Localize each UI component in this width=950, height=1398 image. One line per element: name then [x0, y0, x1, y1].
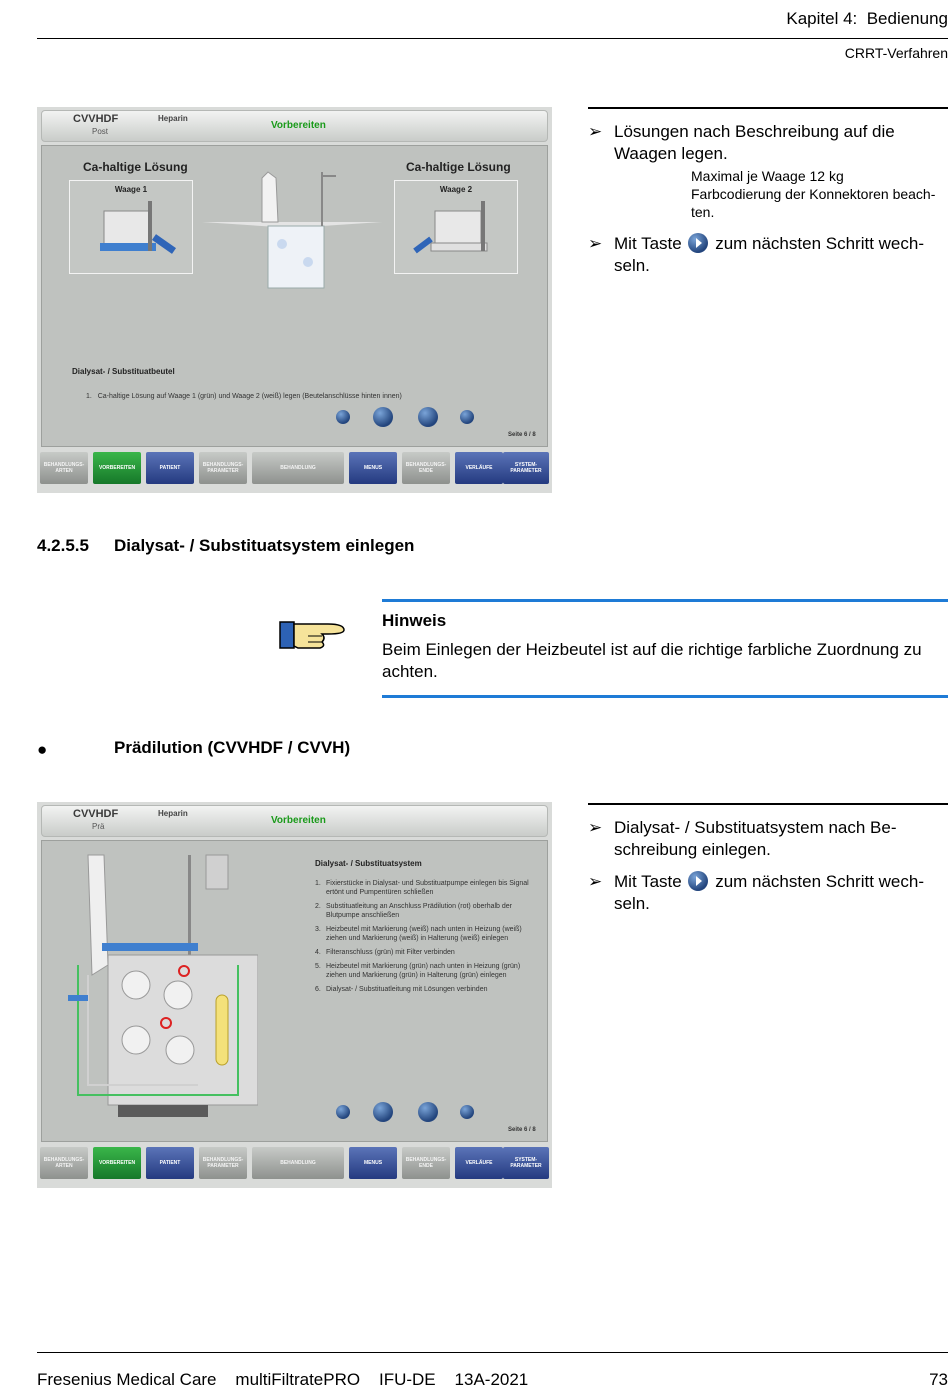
section-number: 4.2.5.5: [37, 536, 89, 555]
hint-body: Beim Einlegen der Heizbeutel ist auf die richtige farbliche Zuordnung zu achten.: [382, 640, 922, 681]
nav-system-params[interactable]: SYSTEM-PARAMETER: [503, 1147, 549, 1179]
therapy-mode: CVVHDF: [73, 808, 119, 820]
device-screenshot-2: [37, 802, 552, 1188]
machine-tubing-diagram: [48, 845, 258, 1135]
instruction-step: ➢ Mit Taste zum nächsten Schritt wech-seln.: [588, 234, 924, 275]
nav-treatment-modes[interactable]: BEHANDLUNGS-ARTEN: [40, 452, 88, 484]
hint-bottom-rule: [382, 695, 948, 698]
nav-treatment-params[interactable]: BEHANDLUNGS-PARAMETER: [199, 1147, 247, 1179]
nav-treatment-end[interactable]: BEHANDLUNGS-ENDE: [402, 1147, 450, 1179]
bullet-icon: ●: [37, 740, 48, 759]
scale-1-label: Waage 1: [114, 185, 148, 194]
page-number: 73: [929, 1370, 948, 1389]
nav-history[interactable]: VERLÄUFE: [455, 1147, 503, 1179]
list-item: 4. Filteranschluss (grün) mit Filter verbinden: [315, 949, 455, 956]
screen-status: Vorbereiten: [271, 120, 326, 131]
chapter-title: Kapitel 4: Bedienung: [786, 9, 948, 28]
next-button-icon: [688, 871, 708, 891]
section-title: Dialysat- / Substituatsystem einlegen: [114, 536, 415, 555]
hint-top-rule: [382, 599, 948, 602]
list-item: 2. Substituatleitung an Anschluss Prädilution (rot) oberhalb der Blutpumpe anschließen: [315, 903, 512, 919]
list-item: 5. Heizbeutel mit Markierung (grün) nach unten in Heizung (grün) ziehen und Markierung (grün) in Halterung (grün) einlegen: [315, 963, 521, 979]
nav-treatment-params[interactable]: BEHANDLUNGS-PARAMETER: [199, 452, 247, 484]
last-step-button[interactable]: [460, 410, 474, 424]
footer-rule: [37, 1352, 948, 1353]
nav-menus[interactable]: MENUS: [349, 452, 397, 484]
bullet-heading: Prädilution (CVVHDF / CVVH): [114, 738, 351, 757]
nav-treatment-end[interactable]: BEHANDLUNGS-ENDE: [402, 452, 450, 484]
therapy-mode: CVVHDF: [73, 113, 119, 125]
nav-treatment[interactable]: BEHANDLUNG: [252, 1147, 344, 1179]
instruction-step: ➢ Lösungen nach Beschreibung auf die Waagen legen.: [588, 122, 895, 163]
system-section-title: Dialysat- / Substituatsystem: [315, 859, 422, 868]
arrow-icon: ➢: [588, 872, 603, 891]
next-button-icon: [688, 233, 708, 253]
nav-patient[interactable]: PATIENT: [146, 1147, 194, 1179]
nav-treatment[interactable]: BEHANDLUNG: [252, 452, 344, 484]
device-content-panel: [41, 145, 548, 447]
device-nav-bar: [40, 1143, 549, 1181]
device-status-bar: [41, 805, 548, 837]
hint-box: [382, 599, 948, 698]
device-screenshot-1: [37, 107, 552, 493]
next-step-button[interactable]: [418, 407, 438, 427]
list-item: 3. Heizbeutel mit Markierung (weiß) nach unten in Heizung (weiß) ziehen und Markierung (weiß) in Halterung (weiß) einlegen: [315, 926, 522, 942]
scale-2-label: Waage 2: [439, 185, 473, 194]
scale-2-box: [394, 180, 518, 274]
scale-1-box: [69, 180, 193, 274]
instruction-note: Maximal je Waage 12 kg Farbcodierung der Konnektoren beach-ten.: [691, 168, 936, 220]
nav-prepare[interactable]: VORBEREITEN: [93, 1147, 141, 1179]
nav-patient[interactable]: PATIENT: [146, 452, 194, 484]
last-step-button[interactable]: [460, 1105, 474, 1119]
screen-status: Vorbereiten: [271, 815, 326, 826]
pointing-hand-icon: [278, 612, 348, 656]
instructions-block-2: [588, 803, 948, 925]
device-content-panel: [41, 840, 548, 1142]
chapter-subtitle: CRRT-Verfahren: [844, 45, 948, 61]
device-status-bar: [41, 110, 548, 142]
left-solution-label: Ca-haltige Lösung: [83, 160, 188, 174]
previous-step-button[interactable]: [373, 407, 393, 427]
right-solution-label: Ca-haltige Lösung: [406, 160, 511, 174]
arrow-icon: ➢: [588, 234, 603, 253]
dilution-phase: Post: [92, 127, 109, 136]
anticoagulation-label: Heparin: [158, 809, 188, 818]
scale-2-icon: [395, 181, 517, 273]
scale-1-icon: [70, 181, 192, 273]
previous-step-button[interactable]: [373, 1102, 393, 1122]
instruction-step: ➢ Dialysat- / Substituatsystem nach Be-schreibung einlegen.: [588, 818, 897, 859]
instructions-block-1: [588, 107, 948, 287]
instructions-rule: [588, 107, 948, 109]
hint-heading: Hinweis: [382, 611, 447, 630]
device-machine-icon: [202, 170, 382, 300]
list-item: 1. Fixierstücke in Dialysat- und Substituatpumpe einlegen bis Signal ertönt und Pumpentüren schließen: [315, 880, 529, 896]
arrow-icon: ➢: [588, 818, 603, 837]
dilution-phase: Prä: [92, 822, 105, 831]
footer-publisher: Fresenius Medical Care multiFiltratePRO IFU-DE 13A-2021: [37, 1370, 529, 1389]
next-step-button[interactable]: [418, 1102, 438, 1122]
device-nav-bar: [40, 448, 549, 486]
page-indicator: Seite 6 / 8: [508, 432, 536, 438]
instructions-rule: [588, 803, 948, 805]
nav-treatment-modes[interactable]: BEHANDLUNGS-ARTEN: [40, 1147, 88, 1179]
first-step-button[interactable]: [336, 1105, 350, 1119]
nav-history[interactable]: VERLÄUFE: [455, 452, 503, 484]
header-rule: [37, 38, 948, 39]
instruction-step: ➢ Mit Taste zum nächsten Schritt wech-seln.: [588, 872, 924, 913]
nav-menus[interactable]: MENUS: [349, 1147, 397, 1179]
list-item: 6. Dialysat- / Substituatleitung mit Lösungen verbinden: [315, 986, 488, 993]
nav-prepare[interactable]: VORBEREITEN: [93, 452, 141, 484]
nav-system-params[interactable]: SYSTEM-PARAMETER: [503, 452, 549, 484]
first-step-button[interactable]: [336, 410, 350, 424]
arrow-icon: ➢: [588, 122, 603, 141]
page-indicator: Seite 6 / 8: [508, 1127, 536, 1133]
anticoagulation-label: Heparin: [158, 114, 188, 123]
bag-step-1: 1. Ca-haltige Lösung auf Waage 1 (grün) und Waage 2 (weiß) legen (Beutelanschlüsse hinten innen): [86, 393, 402, 400]
system-step-list: [315, 879, 540, 999]
bag-section-title: Dialysat- / Substituatbeutel: [72, 367, 175, 376]
